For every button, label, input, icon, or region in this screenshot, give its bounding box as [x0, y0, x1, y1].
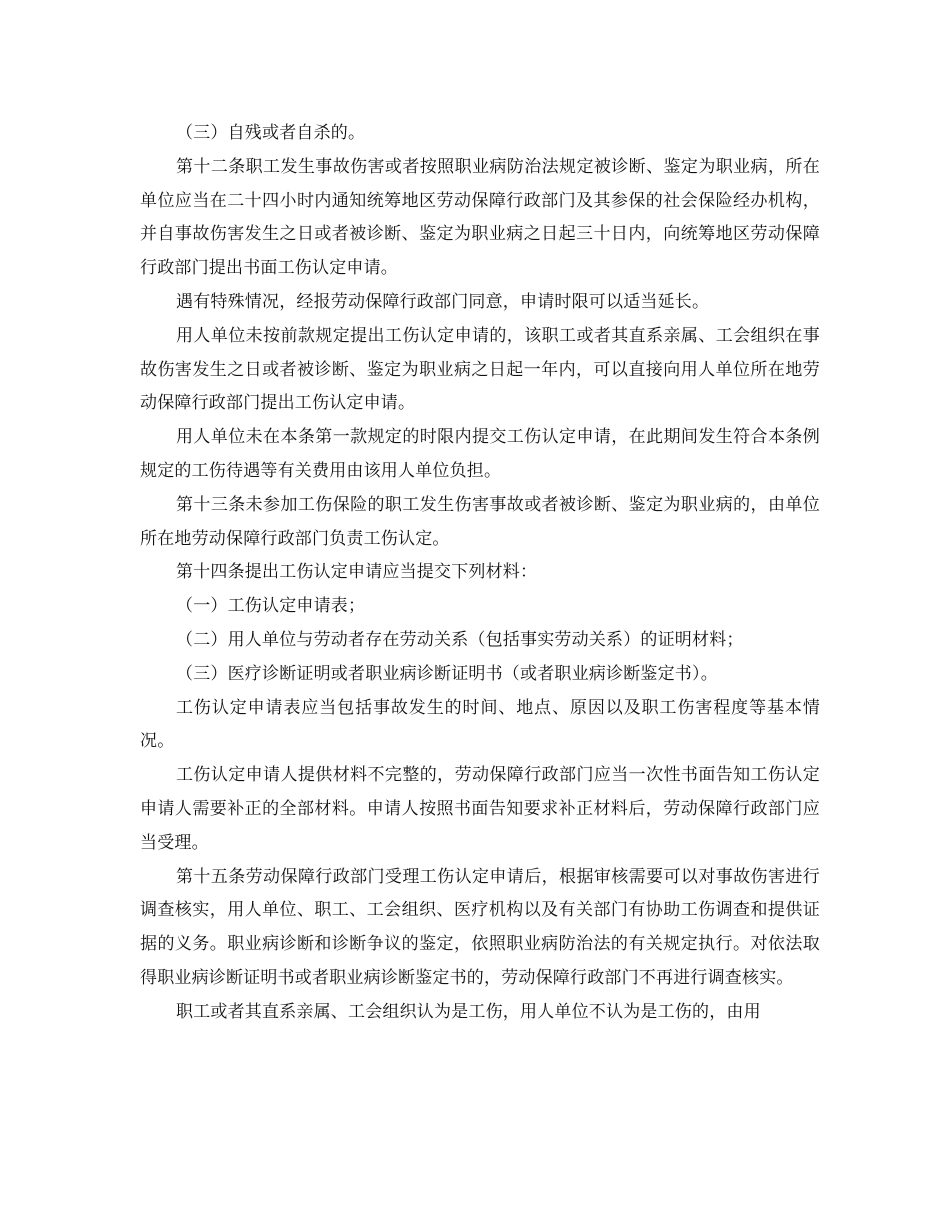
paragraph-13: 第十五条劳动保障行政部门受理工伤认定申请后，根据审核需要可以对事故伤害进行调查核实，用人单位、职工、工会组织、医疗机构以及有关部门有协助工伤调查和提供证据的义务。职业病诊断和诊断争议的鉴定，依照职业病防治法的有关规定执行。对依法取得职业病诊断证明书或者职业病诊断鉴定书的，劳动保障行政部门不再进行调查核实。 [140, 866, 820, 988]
paragraph-11: 工伤认定申请表应当包括事故发生的时间、地点、原因以及职工伤害程度等基本情况。 [140, 697, 820, 752]
paragraph-8: （一）工伤认定申请表； [176, 596, 366, 617]
paragraph-5: 用人单位未在本条第一款规定的时限内提交工伤认定申请，在此期间发生符合本条例规定的工伤待遇等有关费用由该用人单位负担。 [140, 427, 820, 481]
paragraph-9: （二）用人单位与劳动者存在劳动关系（包括事实劳动关系）的证明材料； [176, 629, 744, 650]
paragraph-14: 职工或者其直系亲属、工会组织认为是工伤，用人单位不认为是工伤的，由用 [176, 1001, 761, 1022]
paragraph-6: 第十三条未参加工伤保险的职工发生伤害事故或者被诊断、鉴定为职业病的，由单位所在地劳动保障行政部门负责工伤认定。 [140, 494, 820, 549]
paragraph-2: 第十二条职工发生事故伤害或者按照职业病防治法规定被诊断、鉴定为职业病，所在单位应当在二十四小时内通知统筹地区劳动保障行政部门及其参保的社会保险经办机构，并自事故伤害发生之日或者被诊断、鉴定为职业病之日起三十日内，向统筹地区劳动保障行政部门提出书面工伤认定申请。 [140, 156, 820, 279]
paragraph-12: 工伤认定申请人提供材料不完整的，劳动保障行政部门应当一次性书面告知工伤认定申请人需要补正的全部材料。申请人按照书面告知要求补正材料后，劳动保障行政部门应当受理。 [140, 765, 820, 853]
paragraph-1: （三）自残或者自杀的。 [176, 123, 366, 143]
paragraph-4: 用人单位未按前款规定提出工伤认定申请的，该职工或者其直系亲属、工会组织在事故伤害发生之日或者被诊断、鉴定为职业病之日起一年内，可以直接向用人单位所在地劳动保障行政部门提出工伤认定申请。 [140, 325, 820, 414]
paragraph-7: 第十四条提出工伤认定申请应当提交下列材料： [176, 562, 538, 583]
paragraph-3: 遇有特殊情况，经报劳动保障行政部门同意，申请时限可以适当延长。 [176, 291, 710, 312]
paragraph-10: （三）医疗诊断证明或者职业病诊断证明书（或者职业病诊断鉴定书）。 [176, 663, 718, 684]
